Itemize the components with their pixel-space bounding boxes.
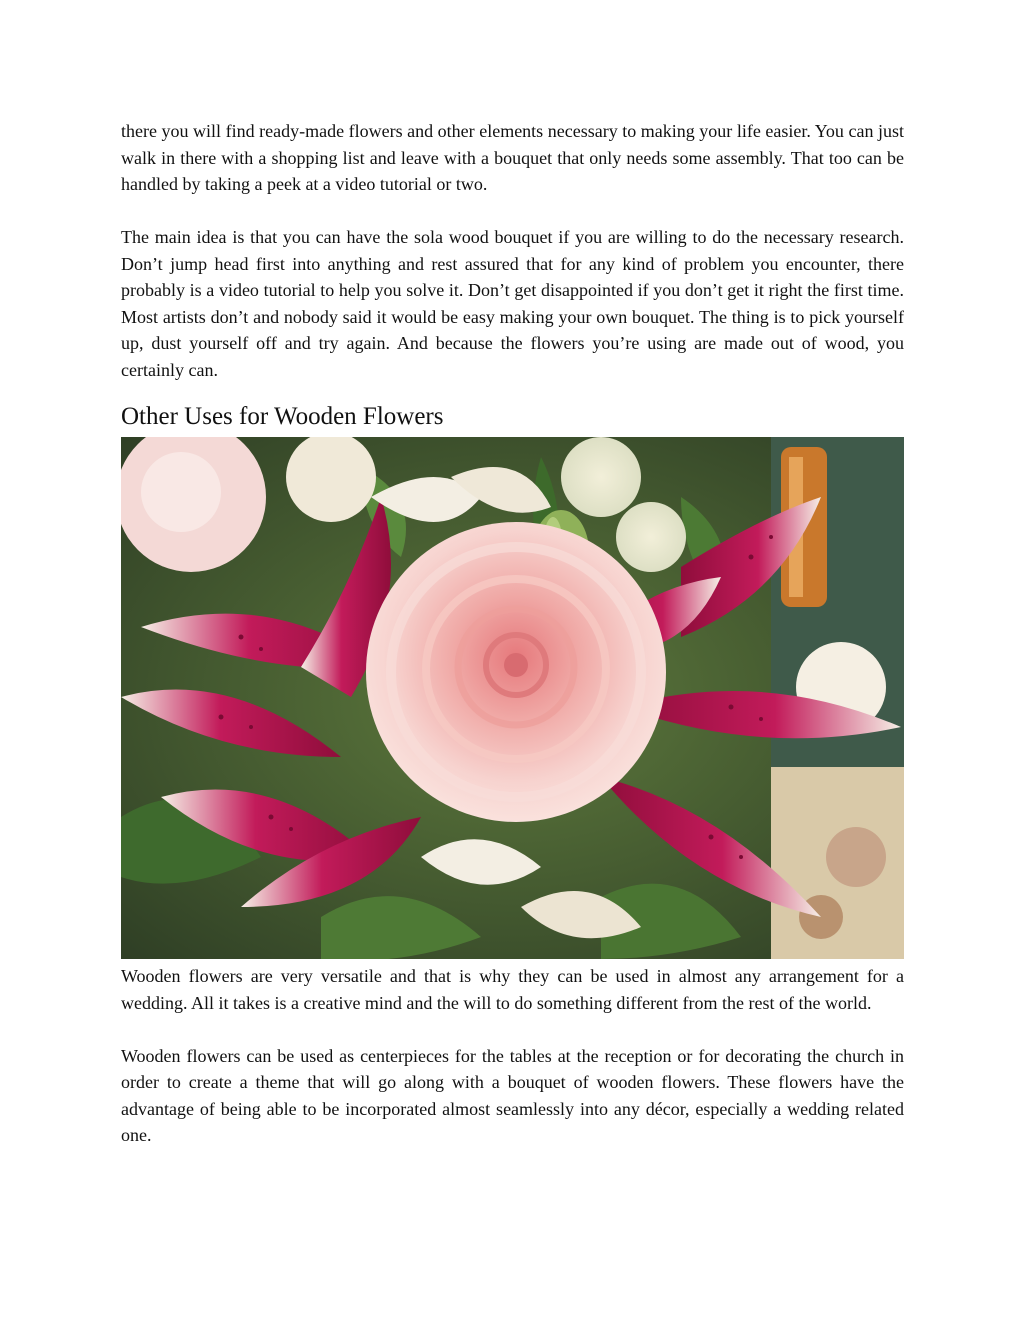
paragraph-main-idea: The main idea is that you can have the sola wood bouquet if you are willing to do the necessary research. Don’t jump head first into anything and rest assured that for any kind of problem you encounter, there probably is a video tutorial to help you solve it. Don’t get disappointed if you don’t get it right the first time. Most artists don’t and nobody said it would be easy making your own bouquet. The thing is to pick yourself up, dust yourself off and try again. And because the flowers you’re using are made out of wood, you certainly can. — [121, 227, 904, 380]
paragraph-ready-made-flowers: there you will find ready-made flowers and other elements necessary to making your life easier. You can just walk in there with a shopping list and leave with a bouquet that only needs some assembly. That too can be handled by taking a peek at a video tutorial or two. — [121, 121, 904, 194]
document-page — [121, 118, 904, 1149]
bouquet-illustration — [121, 437, 904, 959]
bouquet-photo — [121, 437, 904, 959]
paragraph-gap — [121, 1016, 904, 1043]
paragraph-centerpieces: Wooden flowers can be used as centerpieces for the tables at the reception or for decorating the church in order to create a theme that will go along with a bouquet of wooden flowers. These flowers have the advantage of being able to be incorporated almost seamlessly into any décor, especially a wedding related one. — [121, 1045, 904, 1145]
paragraph-gap — [121, 198, 904, 225]
paragraph-versatile: Wooden flowers are very versatile and that is why they can be used in almost any arrangement for a wedding. All it takes is a creative mind and the will to do something different from the rest of the world. — [121, 966, 904, 1013]
section-heading: Other Uses for Wooden Flowers — [121, 403, 444, 430]
